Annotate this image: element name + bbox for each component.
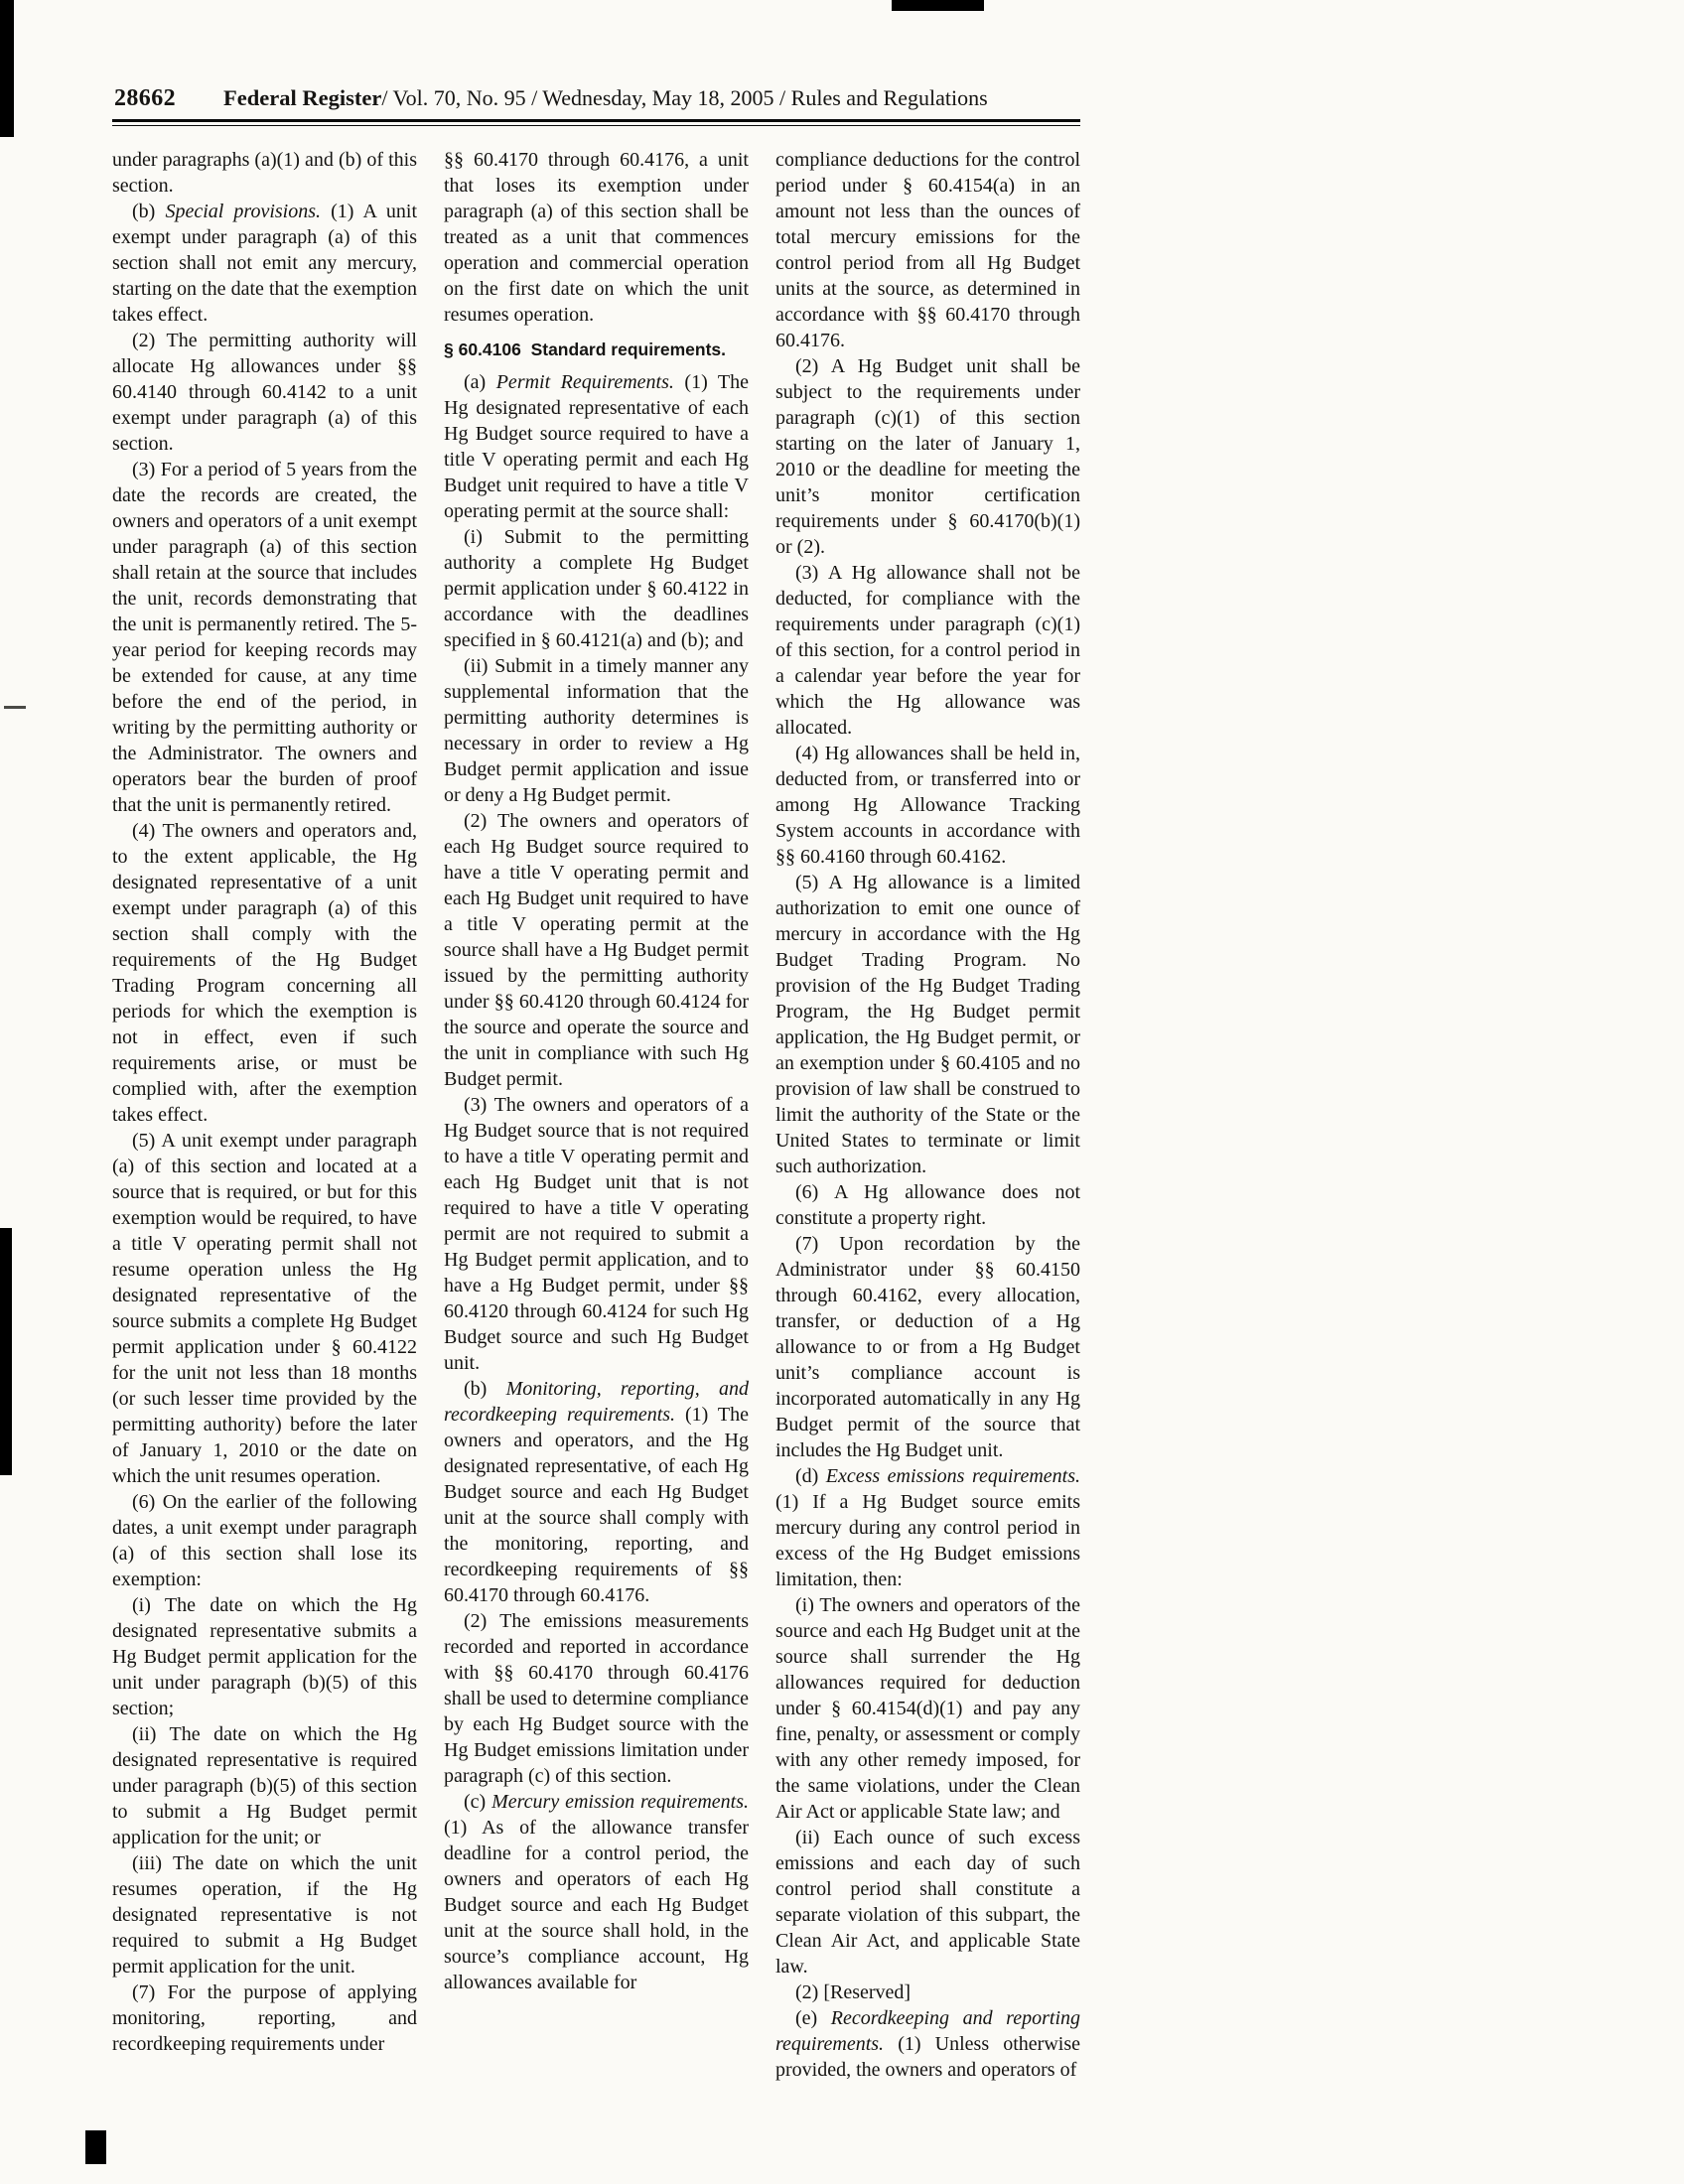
paragraph	[444, 1376, 749, 1608]
text-run: (c)	[464, 1791, 492, 1813]
italic-text-run: Recordkeeping and reporting requirements.	[775, 2007, 1080, 2055]
masthead	[112, 85, 1080, 119]
paragraph	[775, 1179, 1080, 1231]
text-run: (6) On the earlier of the following dates, a unit exempt under paragraph (a) of this section shall lose its exemption:	[112, 1491, 417, 1590]
text-run: compliance deductions for the control period under § 60.4154(a) in an amount not less than the ounces of total mercury emissions for the control period from all Hg Budget units at the source, as determined in accordance with §§ 60.4170 through 60.4176.	[775, 149, 1080, 351]
italic-text-run: Permit Requirements.	[495, 371, 674, 393]
text-run: (2) The emissions measurements recorded and reported in accordance with §§ 60.4170 through 60.4176 shall be used to determine compliance by each Hg Budget source with the Hg Budget emissions limitation under paragraph (c) of this section.	[444, 1610, 749, 1787]
paragraph	[112, 1128, 417, 1489]
text-run: (2) [Reserved]	[795, 1981, 912, 2003]
paragraph	[444, 524, 749, 653]
masthead-title: Federal Register	[223, 85, 382, 110]
paragraph	[444, 808, 749, 1092]
paragraph	[112, 328, 417, 457]
text-run: under paragraphs (a)(1) and (b) of this section.	[112, 149, 417, 197]
text-run: (4) Hg allowances shall be held in, deducted from, or transferred into or among Hg Allowance Tracking System accounts in accordance with §§ 60.4160 through 60.4162.	[775, 743, 1080, 868]
italic-text-run: Mercury emission requirements.	[491, 1791, 749, 1813]
paragraph	[775, 1979, 1080, 2005]
text-column-1	[112, 147, 417, 2083]
text-run: (2) The permitting authority will allocate Hg allowances under §§ 60.4140 through 60.4142 to a unit exempt under paragraph (a) of this section.	[112, 330, 417, 455]
paragraph	[444, 369, 749, 524]
text-run: (ii) The date on which the Hg designated representative is required under paragraph (b)(5) of this section to submit a Hg Budget permit application for the unit; or	[112, 1723, 417, 1848]
paragraph	[775, 147, 1080, 353]
paragraph	[112, 1850, 417, 1979]
paragraph	[775, 1592, 1080, 1825]
paragraph	[775, 1825, 1080, 1979]
text-run: (3) A Hg allowance shall not be deducted, for compliance with the requirements under paragraph (c)(1) of this section, for a control period in a calendar year before the year for which the Hg allowance was allocated.	[775, 562, 1080, 739]
text-run: (7) For the purpose of applying monitoring, reporting, and recordkeeping requirements under	[112, 1981, 417, 2055]
text-run: (5) A unit exempt under paragraph (a) of this section and located at a source that is required, or but for this exemption would be required, to have a title V operating permit shall not resume operation unless the Hg designated representative of the source submits a complete Hg Budget permit application under § 60.4122 for the unit not less than 18 months (or such lesser time provided by the permitting authority) before the later of January 1, 2010 or the date on which the unit resumes operation.	[112, 1130, 417, 1487]
paragraph	[112, 457, 417, 818]
paragraph	[112, 1592, 417, 1721]
paragraph	[444, 1092, 749, 1376]
paragraph	[112, 147, 417, 199]
scan-mark-left-middle	[0, 1228, 12, 1475]
text-run: (1) A unit exempt under paragraph (a) of this section shall not emit any mercury, starting on the date that the exemption takes effect.	[112, 201, 418, 326]
italic-text-run: Special provisions.	[165, 201, 322, 222]
italic-text-run: Excess emissions requirements.	[825, 1465, 1080, 1487]
paragraph	[444, 1789, 749, 1995]
paragraph	[775, 741, 1080, 870]
paragraph	[444, 1608, 749, 1789]
text-run: § 60.4106 Standard requirements.	[444, 340, 727, 359]
paragraph	[112, 1721, 417, 1850]
text-run: (ii) Submit in a timely manner any supplemental information that the permitting authority determines is necessary in order to review a Hg Budget permit application and issue or deny a Hg Budget permit.	[444, 655, 749, 806]
scan-mark-bottom-left	[85, 2130, 106, 2164]
text-run: (1) The Hg designated representative of each Hg Budget source required to have a title V operating permit and each Hg Budget unit required to have a title V operating permit at the source shall:	[444, 371, 749, 522]
text-run: (i) The owners and operators of the source and each Hg Budget unit at the source shall surrender the Hg allowances required for deduction under § 60.4154(d)(1) and pay any fine, penalty, or assessment or comply with any other remedy imposed, for the same violations, under the Clean Air Act or applicable State law; and	[775, 1594, 1080, 1823]
masthead-rule	[112, 119, 1080, 126]
paragraph	[112, 818, 417, 1128]
page-content	[112, 85, 1080, 2083]
text-run: (5) A Hg allowance is a limited authorization to emit one ounce of mercury in accordance with the Hg Budget Trading Program. No provision of the Hg Budget Trading Program, the Hg Budget permit application, the Hg Budget permit, or an exemption under § 60.4105 and no provision of law shall be construed to limit the authority of the State or the United States to terminate or limit such authorization.	[775, 872, 1080, 1177]
paragraph	[775, 2005, 1080, 2083]
text-run: (2) The owners and operators of each Hg Budget source required to have a title V operating permit and each Hg Budget unit required to have a title V operating permit at the source shall have a Hg Budget permit issued by the permitting authority under §§ 60.4120 through 60.4124 for the source and operate the source and the unit in compliance with such Hg Budget permit.	[444, 810, 749, 1090]
text-run: (ii) Each ounce of such excess emissions and each day of such control period shall constitute a separate violation of this subpart, the Clean Air Act, and applicable State law.	[775, 1827, 1080, 1978]
text-run: (b)	[464, 1378, 506, 1400]
paragraph	[112, 1979, 417, 2057]
text-run: (2) A Hg Budget unit shall be subject to the requirements under paragraph (c)(1) of this section starting on the later of January 1, 2010 or the deadline for meeting the unit’s monitor certification requirements under § 60.4170(b)(1) or (2).	[775, 355, 1080, 558]
text-run: (i) Submit to the permitting authority a complete Hg Budget permit application under § 60.4122 in accordance with the deadlines specified in § 60.4121(a) and (b); and	[444, 526, 749, 651]
text-columns	[112, 147, 1080, 2083]
text-run: (d)	[795, 1465, 826, 1487]
paragraph	[112, 199, 417, 328]
paragraph	[444, 147, 749, 328]
paragraph	[775, 1463, 1080, 1592]
text-run: (1) The owners and operators, and the Hg designated representative, of each Hg Budget source and each Hg Budget unit at the source shall comply with the monitoring, reporting, and recordkeeping requirements of §§ 60.4170 through 60.4176.	[444, 1404, 749, 1606]
text-run: (3) For a period of 5 years from the date the records are created, the owners and operators of a unit exempt under paragraph (a) of this section shall retain at the source that includes the unit, records demonstrating that the unit is permanently retired. The 5-year period for keeping records may be extended for cause, at any time before the end of the period, in writing by the permitting authority or the Administrator. The owners and operators bear the burden of proof that the unit is permanently retired.	[112, 459, 417, 816]
scan-mark-left-top	[0, 0, 14, 137]
text-run: (1) If a Hg Budget source emits mercury during any control period in excess of the Hg Budget emissions limitation, then:	[775, 1491, 1080, 1590]
text-run: (b)	[132, 201, 166, 222]
text-run: (7) Upon recordation by the Administrator under §§ 60.4150 through 60.4162, every allocation, transfer, or deduction of a Hg allowance to or from a Hg Budget unit’s compliance account is incorporated automatically in any Hg Budget permit of the source that includes the Hg Budget unit.	[775, 1233, 1080, 1461]
text-run: (1) Unless otherwise provided, the owners and operators of	[775, 2033, 1080, 2081]
text-run: (a)	[464, 371, 496, 393]
text-run: (4) The owners and operators and, to the extent applicable, the Hg designated representative of a unit exempt under paragraph (a) of this section shall comply with the requirements of the Hg Budget Trading Program concerning all periods for which the exemption is not in effect, even if such requirements arise, or must be complied with, after the exemption takes effect.	[112, 820, 417, 1126]
masthead-citation: / Vol. 70, No. 95 / Wednesday, May 18, 2005 / Rules and Regulations	[381, 85, 988, 110]
text-run: §§ 60.4170 through 60.4176, a unit that loses its exemption under paragraph (a) of this section shall be treated as a unit that commences operation and commercial operation on the first date on which the unit resumes operation.	[444, 149, 749, 326]
paragraph	[112, 1489, 417, 1592]
text-run: (e)	[795, 2007, 831, 2029]
scan-mark-dash	[4, 706, 26, 709]
paragraph	[775, 1231, 1080, 1463]
text-run: (3) The owners and operators of a Hg Budget source that is not required to have a title V operating permit and each Hg Budget unit that is not required to have a title V operating permit are not required to submit a Hg Budget permit application, and to have a Hg Budget permit, under §§ 60.4120 through 60.4124 for such Hg Budget source and such Hg Budget unit.	[444, 1094, 749, 1374]
text-run: (i) The date on which the Hg designated representative submits a Hg Budget permit application for the unit under paragraph (b)(5) of this section;	[112, 1594, 417, 1719]
text-column-3	[775, 147, 1080, 2083]
text-column-2	[444, 147, 749, 2083]
paragraph	[775, 870, 1080, 1179]
page-number: 28662	[114, 85, 176, 111]
paragraph	[775, 353, 1080, 560]
section-heading	[444, 339, 749, 360]
text-run: (1) As of the allowance transfer deadline for a control period, the owners and operators of each Hg Budget source and each Hg Budget unit at the source shall hold, in the source’s compliance account, Hg allowances available for	[444, 1817, 749, 1993]
paragraph	[444, 653, 749, 808]
italic-text-run: Monitoring, reporting, and recordkeeping requirements.	[444, 1378, 749, 1426]
scan-mark-top-right	[892, 0, 984, 11]
paragraph	[775, 560, 1080, 741]
text-run: (iii) The date on which the unit resumes operation, if the Hg designated representative is not required to submit a Hg Budget permit application for the unit.	[112, 1852, 417, 1978]
text-run: (6) A Hg allowance does not constitute a property right.	[775, 1181, 1080, 1229]
